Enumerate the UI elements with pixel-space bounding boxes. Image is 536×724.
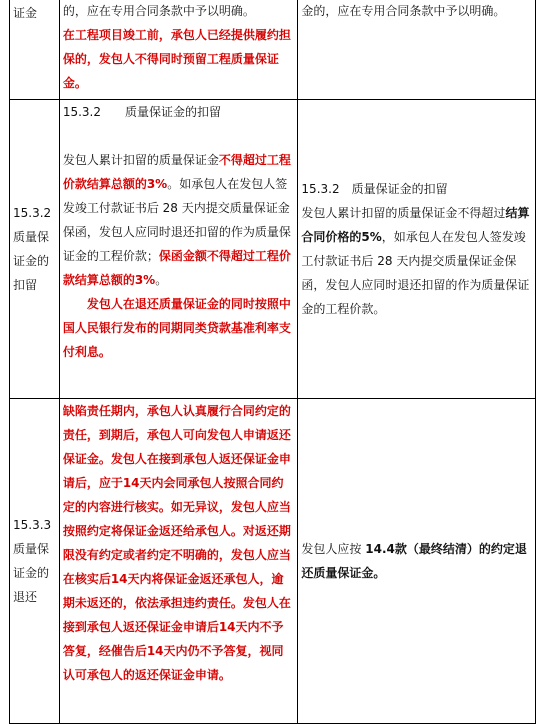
row2-original-paragraph <box>301 201 532 321</box>
row2-revised-text-a: 发包人累计扣留的质量保证金 <box>62 153 219 167</box>
row1-revised-text: 的，应在专用合同条款中予以明确。 <box>62 4 255 18</box>
table-row <box>10 0 536 100</box>
row2-original-text-a: 发包人累计扣留的质量保证金不得超过 <box>301 206 506 220</box>
row1-clause-label: 证金 <box>13 6 38 20</box>
row3-revised-red-text: 缺陷责任期内，承包人认真履行合同约定的责任，到期后，承包人可向发包人申请返还保证金。发包人在接到承包人返还保证金申请后，应于14天内会同承包人按照合同约定的内容进行核实。如无异议，发包人应当按照约定将保证金返还给承包人。对返还期限没有约定或者约定不明确的，发包人应当在核实后14天内将保证金返还承包人，逾期未返还的，依法承担违约责任。发包人在接到承包人返还保证金申请后14天内不予答复，经催告后14天内仍不予答复，视同认可承包人的返还保证金申请。 <box>62 404 291 682</box>
row3-original-text-a: 发包人应按 <box>301 542 366 556</box>
row2-revised-cell <box>59 100 298 399</box>
row2-clause-cell <box>10 100 60 399</box>
row2-original-cell <box>298 100 536 399</box>
row2-original-bold: 结算合同价格的5% <box>301 206 530 244</box>
row2-revised-red-2: 保函金额不得超过工程价款结算总额的3% <box>62 249 291 287</box>
row3-original-cell <box>298 399 536 724</box>
row3-original-bold: 14.4款（最终结清）的约定退还质量保证金。 <box>301 542 527 580</box>
row2-revised-interest-text: 发包人在退还质量保证金的同时按照中国人民银行发布的同期同类贷款基准利率支付利息。 <box>62 297 291 359</box>
row2-clause-label: 15.3.2质量保证金的扣留 <box>13 206 52 292</box>
table-row <box>10 100 536 399</box>
row2-original-text-b: ，如承包人在发包人签发竣工付款证书后 28 天内提交质量保证金保函，发包人应同时退还扣留的作为质量保证金的工程价款。 <box>301 230 530 316</box>
row1-original-text: 金的，应在专用合同条款中予以明确。 <box>301 4 506 18</box>
row3-revised-cell <box>59 399 298 724</box>
row2-revised-text-c: 。 <box>155 273 168 287</box>
row3-clause-label: 15.3.3质量保证金的退还 <box>13 518 52 604</box>
row3-original-paragraph <box>301 537 532 585</box>
row1-revised-cell <box>59 0 298 100</box>
row2-revised-red-1: 不得超过工程价款结算总额的3% <box>62 153 291 191</box>
row2-revised-paragraph <box>63 148 295 292</box>
table-row <box>10 399 536 724</box>
row2-original-heading: 15.3.2 质量保证金的扣留 <box>301 182 448 196</box>
row1-revised-red-text: 在工程项目竣工前，承包人已经提供履约担保的，发包人不得同时预留工程质量保证金。 <box>62 28 291 90</box>
comparison-table <box>9 0 536 724</box>
row2-revised-heading: 15.3.2 质量保证金的扣留 <box>62 105 221 119</box>
row1-clause-cell <box>10 0 60 100</box>
row1-original-cell <box>298 0 536 100</box>
row3-clause-cell <box>10 399 60 724</box>
row2-revised-text-b: 。如承包人在发包人签发竣工付款证书后 28 天内提交质量保证金保函，发包人应同时退还扣留的作为质量保证金的工程价款； <box>62 177 291 263</box>
